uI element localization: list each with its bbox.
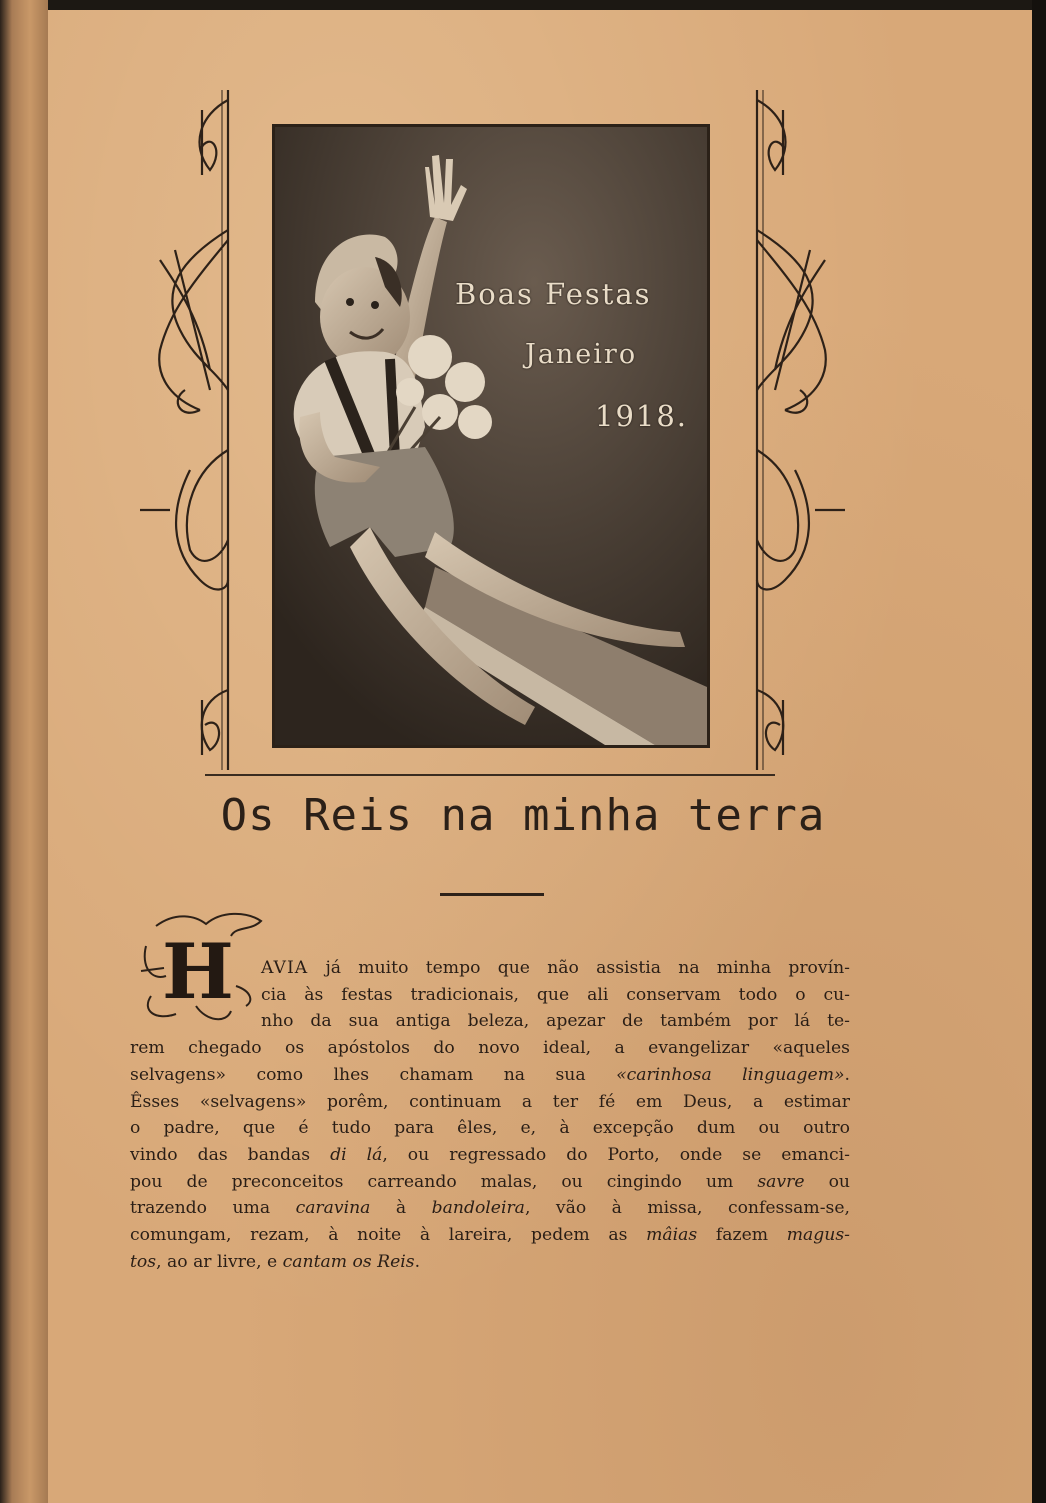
text-run: rem chegado os apóstolos do novo ideal, a evangelizar «aqueles (130, 1038, 850, 1059)
title-underline (440, 893, 544, 896)
text-run: , ou regressado do Porto, onde se emanci- (382, 1144, 850, 1165)
left-art-nouveau-ornament (140, 90, 240, 770)
italic-text: tos (130, 1251, 157, 1272)
body-line (130, 1222, 850, 1249)
body-line (130, 1062, 850, 1089)
text-run: vindo das bandas (130, 1144, 331, 1165)
text-run: trazendo uma (130, 1198, 296, 1219)
text-run: ou (804, 1171, 850, 1192)
article-title: Os Reis na minha terra (220, 790, 826, 841)
body-line (130, 1142, 850, 1169)
italic-text: di lá (330, 1144, 383, 1165)
body-line (130, 955, 850, 982)
body-line (130, 982, 850, 1009)
text-run: . (414, 1251, 421, 1272)
photo-caption-line3: 1918. (595, 399, 689, 433)
body-line (130, 1115, 850, 1142)
body-line (130, 1249, 850, 1276)
text-run: , ao ar livre, e (156, 1251, 283, 1272)
text-run: nho da sua antiga beleza, apezar de também por lá te- (261, 1011, 850, 1032)
text-run: Êsses «selvagens» porêm, continuam a ter fé em Deus, a estimar (130, 1091, 850, 1112)
body-line (130, 1195, 850, 1222)
text-run: , vão à missa, confessam-se, (524, 1198, 850, 1219)
body-line (130, 1169, 850, 1196)
italic-text: magus- (786, 1225, 850, 1246)
italic-text: mâias (646, 1225, 698, 1246)
text-run: comungam, rezam, à noite à lareira, pedem as (130, 1225, 647, 1246)
drop-cap-letter: H (162, 927, 234, 1016)
body-line (130, 1035, 850, 1062)
photo-image (275, 127, 707, 745)
text-run: selvagens» como lhes chamam na sua (130, 1064, 617, 1085)
photo-caption-line1: Boas Festas (455, 277, 652, 311)
italic-text: savre (757, 1171, 805, 1192)
text-run: à (370, 1198, 432, 1219)
right-art-nouveau-ornament (745, 90, 845, 770)
child-photograph (272, 124, 710, 748)
text-run: já muito tempo que não assistia na minha provín- (308, 958, 850, 978)
italic-text: «carinhosa linguagem» (616, 1064, 845, 1085)
italic-text: cantam os Reis (282, 1251, 415, 1272)
body-line (130, 1008, 850, 1035)
text-run: o padre, que é tudo para êles, e, à excepção dum ou outro (130, 1118, 850, 1139)
text-run: AVIA (261, 958, 309, 978)
article-body (130, 955, 850, 1275)
text-run: . (844, 1064, 850, 1085)
text-run: cia às festas tradicionais, que ali conservam todo o cu- (261, 984, 850, 1005)
italic-text: bandoleira (431, 1198, 525, 1219)
photo-caption-line2: Janeiro (525, 339, 638, 370)
text-run: fazem (697, 1225, 787, 1246)
text-run: pou de preconceitos carreando malas, ou cingindo um (130, 1171, 758, 1192)
title-separator-rule (205, 774, 775, 776)
italic-text: caravina (295, 1198, 371, 1219)
body-line (130, 1089, 850, 1116)
scan-edge (1032, 0, 1046, 1503)
book-binding-edge (0, 0, 48, 1503)
